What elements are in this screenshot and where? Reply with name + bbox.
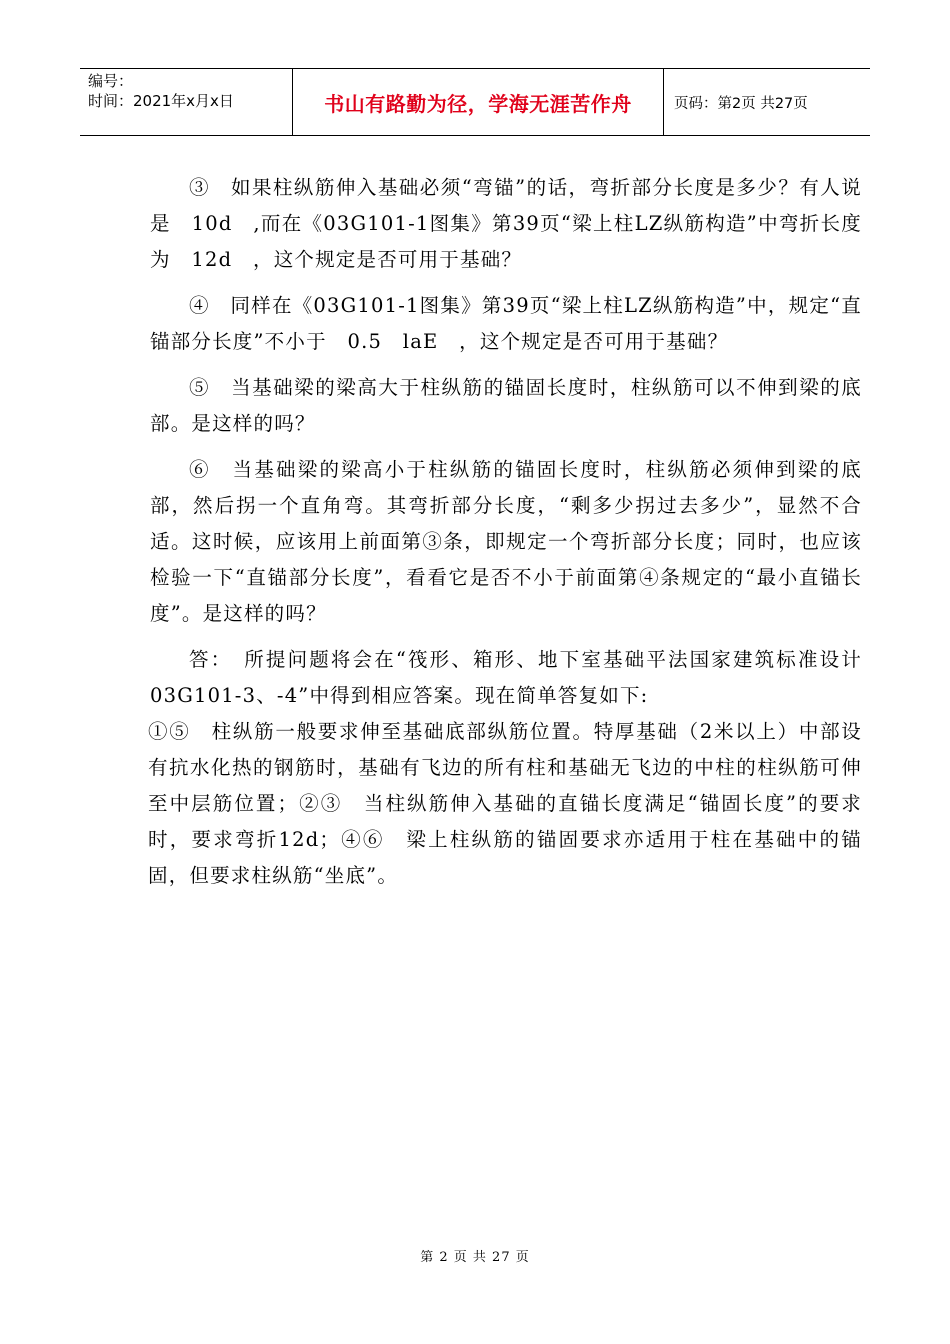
- paragraph-q5: ⑤ 当基础梁的梁高大于柱纵筋的锚固长度时，柱纵筋可以不伸到梁的底部。是这样的吗？: [150, 376, 862, 435]
- paragraph-answer-intro: 答： 所提问题将会在“筏形、箱形、地下室基础平法国家建筑标准设计03G101-3、-4”中得到相应答案。现在简单答复如下:: [150, 648, 862, 707]
- paragraph-answer-detail: ①⑤ 柱纵筋一般要求伸至基础底部纵筋位置。特厚基础（2米以上）中部设有抗水化热的钢筋时，基础有飞边的所有柱和基础无飞边的中柱的柱纵筋可伸至中层筋位置；②③ 当柱纵筋伸入基础的直锚长度满足“锚固长度”的要求时，要求弯折12d；④⑥ 梁上柱纵筋的锚固要求亦适用于柱在基础中的锚固，但要求柱纵筋“坐底”。: [148, 720, 862, 887]
- header-page-info: 页码：第2页 共27页: [674, 95, 808, 112]
- number-label: 编号：: [88, 72, 134, 90]
- page-footer: 第 2 页 共 27 页: [420, 1250, 530, 1265]
- header-motto: 书山有路勤为径，学海无涯苦作舟: [293, 69, 664, 135]
- header-meta: [80, 69, 293, 135]
- document-body: [150, 170, 862, 894]
- paragraph-q6: ⑥ 当基础梁的梁高小于柱纵筋的锚固长度时，柱纵筋必须伸到梁的底部，然后拐一个直角弯。其弯折部分长度，“剩多少拐过去多少”，显然不合适。这时候，应该用上前面第③条，即规定一个弯折部分长度；同时，也应该检验一下“直锚部分长度”，看看它是否不小于前面第④条规定的“最小直锚长度”。是这样的吗？: [150, 458, 862, 625]
- document-header: [80, 68, 870, 136]
- paragraph-q3: ③ 如果柱纵筋伸入基础必须“弯锚”的话，弯折部分长度是多少？有人说是 10d ,而在《03G101-1图集》第39页“梁上柱LZ纵筋构造”中弯折长度为 12d ，这个规定是否可用于基础？: [150, 176, 862, 271]
- paragraph-q4: ④ 同样在《03G101-1图集》第39页“梁上柱LZ纵筋构造”中，规定“直锚部分长度”不小于 0.5 laE ，这个规定是否可用于基础？: [150, 294, 862, 353]
- time-label: 时间：2021年x月x日: [88, 92, 234, 110]
